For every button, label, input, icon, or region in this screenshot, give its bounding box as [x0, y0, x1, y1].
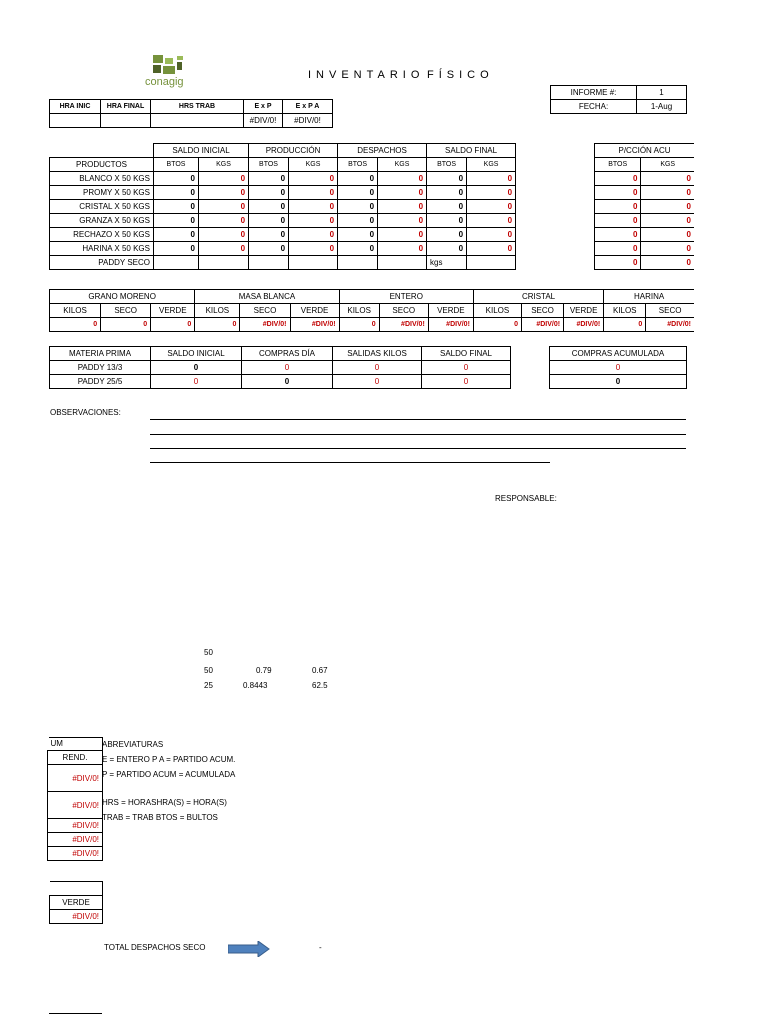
number-value: 50 — [204, 666, 213, 675]
table-row — [50, 228, 516, 242]
fecha-value: 1-Aug — [637, 100, 687, 114]
number-value: 0.79 — [256, 666, 272, 675]
conagig-logo — [145, 52, 205, 94]
product-value: 0 — [289, 242, 338, 256]
materia-value: 0 — [151, 375, 242, 389]
table-row — [595, 256, 695, 270]
products-corner — [50, 144, 154, 158]
product-value: 0 — [427, 214, 467, 228]
materia-header: SALIDAS KILOS — [333, 347, 422, 361]
products-group-header: SALDO FINAL — [427, 144, 516, 158]
grain-sub-header: SECO — [522, 304, 564, 318]
grain-value: #DIV/0! — [240, 318, 290, 332]
materia-header: COMPRAS DÍA — [242, 347, 333, 361]
grain-group-header: ENTERO — [339, 290, 473, 304]
grain-value: #DIV/0! — [379, 318, 428, 332]
grain-sub-header: VERDE — [428, 304, 473, 318]
hours-value — [50, 114, 101, 128]
number-value: 0.67 — [312, 666, 328, 675]
compras-value: 0 — [550, 375, 687, 389]
product-value: 0 — [199, 228, 249, 242]
product-value: 0 — [199, 172, 249, 186]
grain-value: #DIV/0! — [564, 318, 604, 332]
grain-sub-header: KILOS — [50, 304, 101, 318]
grain-value: #DIV/0! — [646, 318, 694, 332]
table-row — [50, 242, 516, 256]
products-sub-header: KGS — [467, 158, 516, 172]
product-value: 0 — [427, 200, 467, 214]
rend-value: #DIV/0! — [48, 847, 103, 861]
grain-value: 0 — [101, 318, 151, 332]
products-group-header: DESPACHOS — [338, 144, 427, 158]
grain-group-header: CRISTAL — [473, 290, 603, 304]
grain-sub-header: VERDE — [564, 304, 604, 318]
product-value: 0 — [289, 228, 338, 242]
product-value: 0 — [427, 172, 467, 186]
hours-header: E x P A — [283, 100, 333, 114]
acum-value: 0 — [641, 228, 694, 242]
materia-header: MATERIA PRIMA — [50, 347, 151, 361]
product-value: 0 — [378, 172, 427, 186]
product-value: 0 — [338, 200, 378, 214]
hours-value — [151, 114, 244, 128]
abbrev-line: P = PARTIDO ACUM = ACUMULADA — [102, 770, 236, 779]
product-value: 0 — [467, 200, 516, 214]
total-value: - — [319, 943, 322, 952]
product-value: 0 — [427, 228, 467, 242]
product-value: 0 — [338, 186, 378, 200]
table-row — [50, 172, 516, 186]
product-value: 0 — [378, 242, 427, 256]
grain-group-header: HARINA — [604, 290, 694, 304]
hours-value: #DIV/0! — [244, 114, 283, 128]
table-row — [595, 172, 695, 186]
hours-header: E x P — [244, 100, 283, 114]
product-value: 0 — [289, 186, 338, 200]
abbrev-line: HRS = HORASHRA(S) = HORA(S) — [102, 798, 227, 807]
acum-sub-header: KGS — [641, 158, 694, 172]
product-value: 0 — [289, 214, 338, 228]
divider — [49, 1013, 102, 1014]
grain-sub-header: VERDE — [151, 304, 195, 318]
table-row — [595, 214, 695, 228]
verde-value: #DIV/0! — [50, 910, 103, 924]
product-value: 0 — [249, 186, 289, 200]
product-value: 0 — [154, 200, 199, 214]
product-value: 0 — [378, 214, 427, 228]
products-sub-header: KGS — [199, 158, 249, 172]
abbrev-title: ABREVIATURAS — [102, 740, 164, 749]
rend-value: #DIV/0! — [48, 765, 103, 792]
grain-sub-header: SECO — [379, 304, 428, 318]
product-value: 0 — [154, 186, 199, 200]
verde-spacer — [50, 882, 103, 896]
acum-value: 0 — [595, 186, 641, 200]
materia-header: SALDO INICIAL — [151, 347, 242, 361]
grain-value: #DIV/0! — [428, 318, 473, 332]
product-value: 0 — [249, 172, 289, 186]
grain-sub-header: KILOS — [604, 304, 646, 318]
product-name: PROMY X 50 KGS — [50, 186, 154, 200]
materia-value: 0 — [151, 361, 242, 375]
compras-value: 0 — [550, 361, 687, 375]
observaciones-label: OBSERVACIONES: — [50, 408, 121, 417]
product-value — [199, 256, 249, 270]
fecha-label: FECHA: — [551, 100, 637, 114]
hours-value — [101, 114, 151, 128]
product-value: 0 — [249, 214, 289, 228]
materia-table — [49, 346, 511, 389]
product-value: 0 — [378, 200, 427, 214]
product-name: CRISTAL X 50 KGS — [50, 200, 154, 214]
product-value — [154, 256, 199, 270]
table-row — [550, 361, 687, 375]
product-value: 0 — [199, 214, 249, 228]
acum-value: 0 — [641, 242, 694, 256]
grain-value: 0 — [195, 318, 240, 332]
observaciones-line — [150, 434, 686, 435]
table-row — [595, 242, 695, 256]
product-value: 0 — [249, 228, 289, 242]
grains-table — [49, 289, 694, 332]
hours-value: #DIV/0! — [283, 114, 333, 128]
materia-value: 0 — [422, 361, 511, 375]
product-value: 0 — [154, 242, 199, 256]
acum-value: 0 — [595, 242, 641, 256]
acum-value: 0 — [595, 172, 641, 186]
arrow-right-icon — [228, 941, 270, 962]
number-value: 50 — [204, 648, 213, 657]
rend-value: #DIV/0! — [48, 833, 103, 847]
observaciones-line — [150, 448, 686, 449]
table-row — [595, 186, 695, 200]
grain-group-header: MASA BLANCA — [195, 290, 339, 304]
table-row — [550, 375, 687, 389]
table-row — [595, 228, 695, 242]
product-value: 0 — [467, 172, 516, 186]
acum-value: 0 — [641, 214, 694, 228]
acum-value: 0 — [641, 256, 694, 270]
product-name: BLANCO X 50 KGS — [50, 172, 154, 186]
rend-value: #DIV/0! — [48, 819, 103, 833]
product-value: 0 — [154, 214, 199, 228]
verde-table — [49, 881, 103, 924]
acum-value: 0 — [595, 200, 641, 214]
grain-sub-header: VERDE — [290, 304, 339, 318]
materia-header: SALDO FINAL — [422, 347, 511, 361]
product-value: 0 — [289, 200, 338, 214]
observaciones-line — [150, 419, 686, 420]
acum-value: 0 — [595, 256, 641, 270]
responsable-label: RESPONSABLE: — [495, 494, 557, 503]
number-value: 0.8443 — [243, 681, 268, 690]
products-sub-header: KGS — [378, 158, 427, 172]
product-value: 0 — [338, 228, 378, 242]
product-value: 0 — [249, 242, 289, 256]
grain-sub-header: KILOS — [195, 304, 240, 318]
acum-value: 0 — [595, 228, 641, 242]
table-row — [50, 200, 516, 214]
product-value — [289, 256, 338, 270]
product-value: 0 — [249, 200, 289, 214]
grain-sub-header: KILOS — [473, 304, 521, 318]
total-label: TOTAL DESPACHOS SECO — [104, 943, 206, 952]
materia-name: PADDY 13/3 — [50, 361, 151, 375]
hours-table — [49, 99, 333, 128]
acum-value: 0 — [595, 214, 641, 228]
product-value: 0 — [467, 228, 516, 242]
product-value: 0 — [199, 186, 249, 200]
product-value: 0 — [467, 186, 516, 200]
grain-group-header: GRANO MORENO — [50, 290, 195, 304]
informe-value: 1 — [637, 86, 687, 100]
compras-header: COMPRAS ACUMULADA — [550, 347, 687, 361]
materia-value: 0 — [333, 375, 422, 389]
grain-value: #DIV/0! — [522, 318, 564, 332]
observaciones-line — [150, 462, 550, 463]
product-value — [338, 256, 378, 270]
product-value: 0 — [427, 242, 467, 256]
table-row — [50, 361, 511, 375]
product-value: 0 — [154, 228, 199, 242]
product-name: RECHAZO X 50 KGS — [50, 228, 154, 242]
grain-sub-header: SECO — [240, 304, 290, 318]
hours-header: HRA FINAL — [101, 100, 151, 114]
products-group-header: SALDO INICIAL — [154, 144, 249, 158]
products-sub-header: KGS — [289, 158, 338, 172]
table-row — [50, 318, 695, 332]
abbrev-line: TRAB = TRAB BTOS = BULTOS — [102, 813, 218, 822]
product-name: HARINA X 50 KGS — [50, 242, 154, 256]
product-value — [378, 256, 427, 270]
grain-value: 0 — [339, 318, 379, 332]
um-label: UM — [48, 737, 103, 751]
materia-value: 0 — [242, 375, 333, 389]
product-value: 0 — [289, 172, 338, 186]
title-fisico: FÍSICO — [427, 69, 494, 81]
product-name: PADDY SECO — [50, 256, 154, 270]
products-table — [49, 143, 516, 270]
materia-value: 0 — [242, 361, 333, 375]
compras-table — [549, 346, 687, 389]
acum-value: 0 — [641, 186, 694, 200]
rend-value: #DIV/0! — [48, 792, 103, 819]
grain-sub-header: KILOS — [339, 304, 379, 318]
rend-table — [47, 737, 103, 861]
divider — [49, 737, 102, 738]
grain-sub-header: SECO — [101, 304, 151, 318]
products-sub-header: BTOS — [338, 158, 378, 172]
informe-label: INFORME #: — [551, 86, 637, 100]
verde-label: VERDE — [50, 896, 103, 910]
product-value: 0 — [378, 186, 427, 200]
materia-value: 0 — [333, 361, 422, 375]
materia-name: PADDY 25/5 — [50, 375, 151, 389]
logo-text: conagig — [145, 76, 184, 88]
table-row — [595, 200, 695, 214]
table-row — [50, 375, 511, 389]
product-value: 0 — [338, 172, 378, 186]
acum-value: 0 — [641, 172, 694, 186]
hours-header: HRA INIC — [50, 100, 101, 114]
product-value — [249, 256, 289, 270]
product-value: 0 — [154, 172, 199, 186]
product-value: 0 — [467, 214, 516, 228]
product-value: 0 — [338, 242, 378, 256]
table-row — [50, 256, 516, 270]
acum-value: 0 — [641, 200, 694, 214]
grain-value: 0 — [151, 318, 195, 332]
product-value: kgs — [427, 256, 467, 270]
product-value: 0 — [338, 214, 378, 228]
number-value: 62.5 — [312, 681, 328, 690]
product-value: 0 — [199, 242, 249, 256]
acum-sub-header: BTOS — [595, 158, 641, 172]
product-value: 0 — [199, 200, 249, 214]
product-value — [467, 256, 516, 270]
materia-value: 0 — [422, 375, 511, 389]
table-row — [50, 214, 516, 228]
table-row — [50, 186, 516, 200]
rend-label: REND. — [48, 751, 103, 765]
grain-value: 0 — [473, 318, 521, 332]
product-value: 0 — [427, 186, 467, 200]
product-value: 0 — [378, 228, 427, 242]
products-col-label: PRODUCTOS — [50, 158, 154, 172]
products-sub-header: BTOS — [154, 158, 199, 172]
products-sub-header: BTOS — [427, 158, 467, 172]
product-value: 0 — [467, 242, 516, 256]
acum-header: P/CCIÓN ACU — [595, 144, 695, 158]
abbrev-line: E = ENTERO P A = PARTIDO ACUM. — [102, 755, 236, 764]
products-group-header: PRODUCCIÓN — [249, 144, 338, 158]
informe-table — [550, 85, 687, 114]
hours-header: HRS TRAB — [151, 100, 244, 114]
grain-value: 0 — [604, 318, 646, 332]
products-sub-header: BTOS — [249, 158, 289, 172]
number-value: 25 — [204, 681, 213, 690]
title-inventario: INVENTARIO — [308, 69, 425, 81]
product-name: GRANZA X 50 KGS — [50, 214, 154, 228]
grain-value: #DIV/0! — [290, 318, 339, 332]
grain-value: 0 — [50, 318, 101, 332]
grain-sub-header: SECO — [646, 304, 694, 318]
acum-table — [594, 143, 694, 270]
